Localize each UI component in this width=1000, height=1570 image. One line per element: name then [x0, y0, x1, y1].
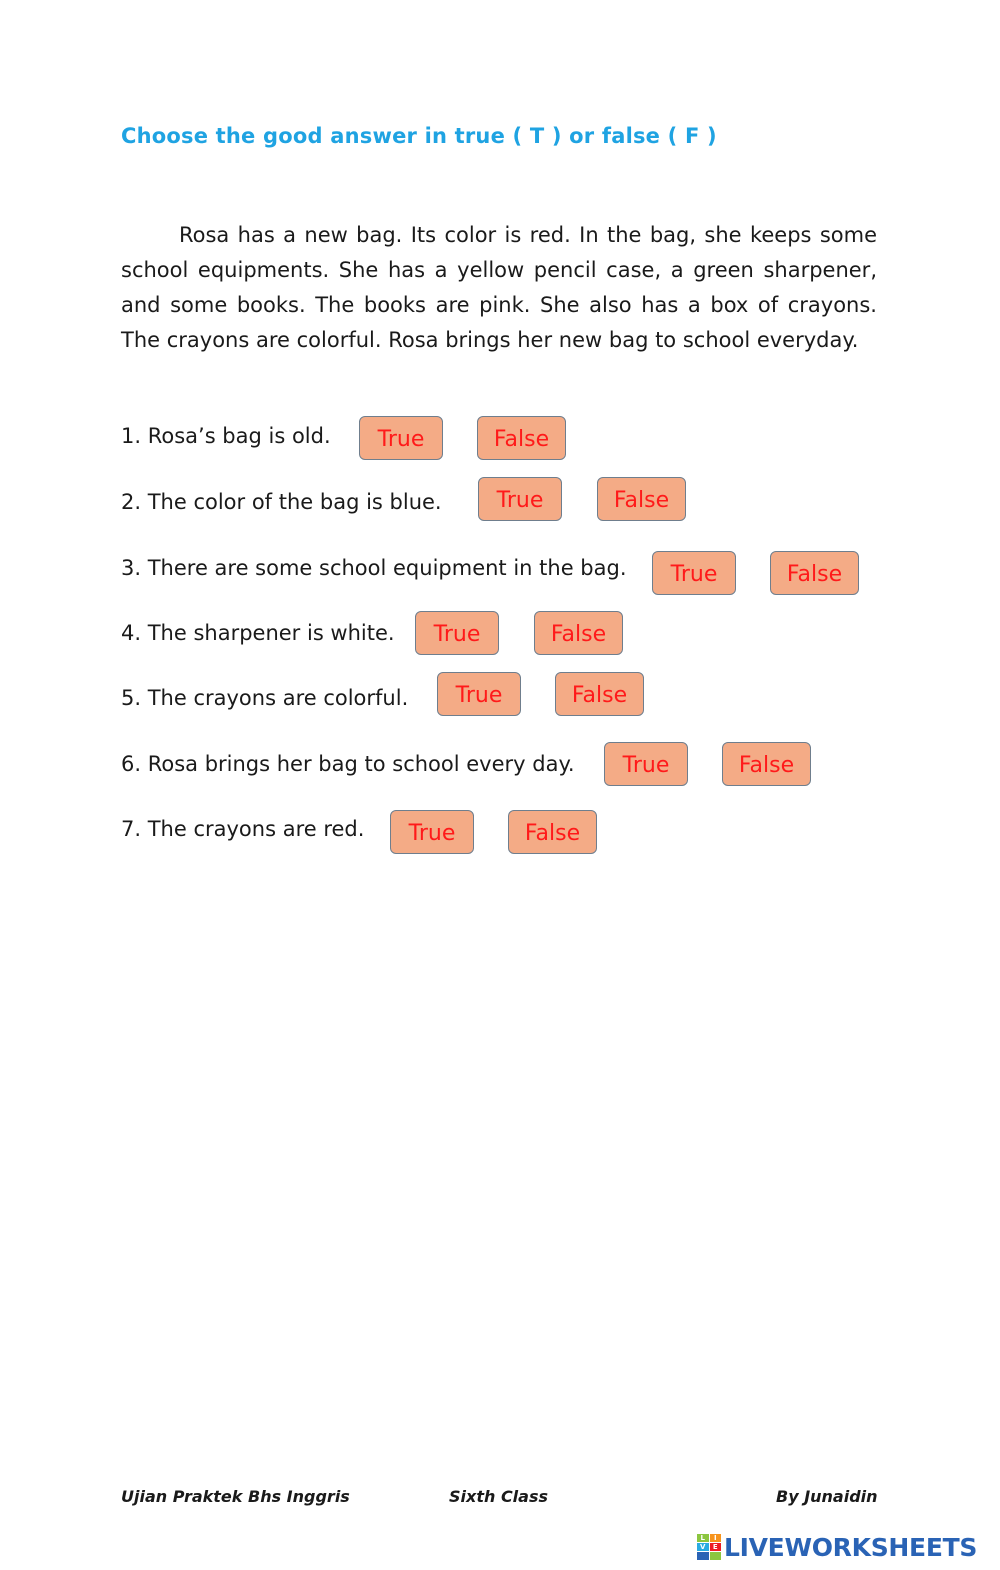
- q4-true-button[interactable]: True: [415, 611, 499, 655]
- q7-true-button[interactable]: True: [390, 810, 474, 854]
- q7-false-button[interactable]: False: [508, 810, 597, 854]
- q4-false-button[interactable]: False: [534, 611, 623, 655]
- liveworksheets-wordmark: LIVEWORKSHEETS: [724, 1532, 978, 1562]
- q3-false-button[interactable]: False: [770, 551, 859, 595]
- question-3: 3. There are some school equipment in the bag.: [121, 556, 627, 580]
- liveworksheets-logo-icon: L I V E: [697, 1534, 721, 1560]
- q6-true-button[interactable]: True: [604, 742, 688, 786]
- q2-true-button[interactable]: True: [478, 477, 562, 521]
- question-4: 4. The sharpener is white.: [121, 621, 395, 645]
- footer-class: Sixth Class: [449, 1487, 549, 1506]
- footer-exam-title: Ujian Praktek Bhs Inggris: [121, 1487, 350, 1506]
- q1-false-button[interactable]: False: [477, 416, 566, 460]
- q5-true-button[interactable]: True: [437, 672, 521, 716]
- question-7: 7. The crayons are red.: [121, 817, 365, 841]
- reading-passage: Rosa has a new bag. Its color is red. In the bag, she keeps some school equipments. She has a yellow pencil case, a green sharpener, and some books. The books are pink. She also has a box of crayons. The crayons are colorful. Rosa brings her new bag to school everyday.: [121, 223, 877, 352]
- footer-author: By Junaidin: [776, 1487, 878, 1506]
- q3-true-button[interactable]: True: [652, 551, 736, 595]
- question-6: 6. Rosa brings her bag to school every day.: [121, 752, 575, 776]
- instruction-heading: Choose the good answer in true ( T ) or false ( F ): [121, 124, 717, 148]
- q2-false-button[interactable]: False: [597, 477, 686, 521]
- q1-true-button[interactable]: True: [359, 416, 443, 460]
- q5-false-button[interactable]: False: [555, 672, 644, 716]
- q6-false-button[interactable]: False: [722, 742, 811, 786]
- question-5: 5. The crayons are colorful.: [121, 686, 409, 710]
- liveworksheets-brand: [697, 1530, 977, 1564]
- question-1: 1. Rosa’s bag is old.: [121, 424, 331, 448]
- question-2: 2. The color of the bag is blue.: [121, 490, 442, 514]
